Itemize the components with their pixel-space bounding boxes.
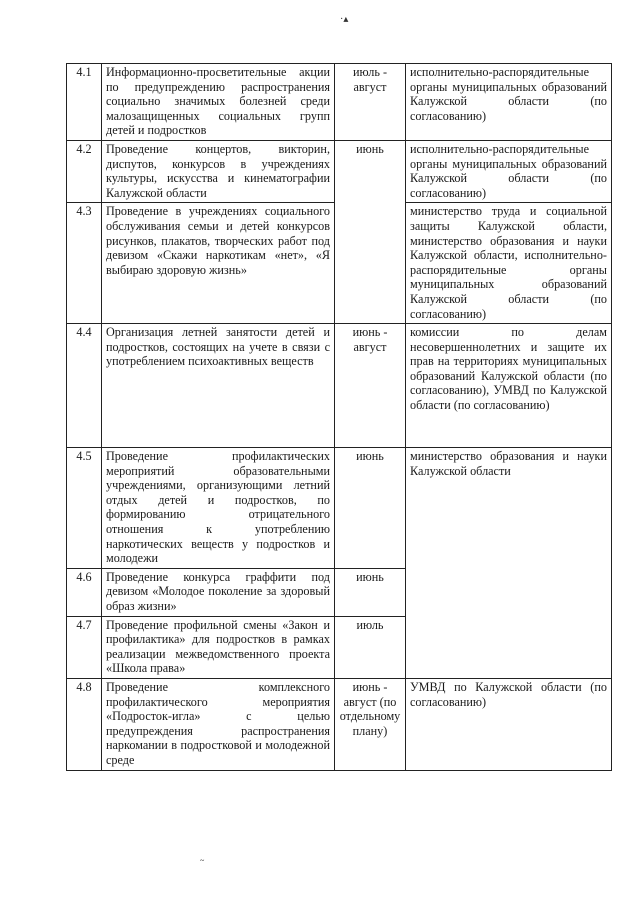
event-term: июнь	[335, 568, 406, 616]
page-mark-top: ·▴	[340, 14, 349, 25]
row-number: 4.8	[67, 679, 102, 771]
event-text: Организация летней занятости детей и подростков, состоящих на учете в связи с употреблением психоактивных веществ	[102, 324, 335, 448]
plan-table	[66, 63, 612, 771]
row-number: 4.1	[67, 64, 102, 141]
event-text: Проведение комплексного профилактического мероприятия «Подросток-игла» с целью предупреждения распространения наркомании в подростковой и молодежной среде	[102, 679, 335, 771]
event-executor: исполнительно-распорядительные органы муниципальных образований Калужской области (по согласованию)	[406, 140, 612, 202]
row-number: 4.5	[67, 448, 102, 569]
event-term: июнь	[335, 448, 406, 569]
event-text: Проведение профилактических мероприятий образовательными учреждениями, организующими летний отдых детей и подростков, по формированию отрицательного отношения к употреблению наркотических веществ у подростков и молодежи	[102, 448, 335, 569]
table-row	[67, 324, 612, 448]
event-executor: министерство образования и науки Калужской области	[406, 448, 612, 679]
row-number: 4.7	[67, 616, 102, 678]
event-text: Проведение конкурса граффити под девизом «Молодое поколение за здоровый образ жизни»	[102, 568, 335, 616]
row-number: 4.4	[67, 324, 102, 448]
event-text: Проведение в учреждениях социального обслуживания семьи и детей конкурсов рисунков, плакатов, творческих работ под девизом «Скажи наркотикам «нет», «Я выбираю здоровую жизнь»	[102, 203, 335, 324]
table-row	[67, 448, 612, 569]
event-executor: УМВД по Калужской области (по согласованию)	[406, 679, 612, 771]
event-term: июнь - август (по отдельному плану)	[335, 679, 406, 771]
table-row	[67, 64, 612, 141]
event-text: Проведение профильной смены «Закон и профилактика» для подростков в рамках реализации межведомственного проекта «Школа права»	[102, 616, 335, 678]
table-row	[67, 140, 612, 202]
event-term: июнь	[335, 140, 406, 323]
event-executor: комиссии по делам несовершеннолетних и защите их прав на территориях муниципальных образований Калужской области (по согласованию), УМВД по Калужской области (по согласованию)	[406, 324, 612, 448]
event-executor: министерство труда и социальной защиты Калужской области, министерство образования и науки Калужской области, исполнительно-распорядительные органы муниципальных образований Калужской области (по согласованию)	[406, 203, 612, 324]
table-row	[67, 679, 612, 771]
event-executor: исполнительно-распорядительные органы муниципальных образований Калужской области (по согласованию)	[406, 64, 612, 141]
row-number: 4.2	[67, 140, 102, 202]
event-term: июль	[335, 616, 406, 678]
event-term: июнь - август	[335, 324, 406, 448]
event-term: июль - август	[335, 64, 406, 141]
page-mark-bottom: ~	[200, 856, 205, 865]
row-number: 4.6	[67, 568, 102, 616]
event-text: Информационно-просветительные акции по предупреждению распространения социально значимых болезней среди малозащищенных социальных групп детей и подростков	[102, 64, 335, 141]
event-text: Проведение концертов, викторин, диспутов, конкурсов в учреждениях культуры, искусства и кинематографии Калужской области	[102, 140, 335, 202]
row-number: 4.3	[67, 203, 102, 324]
